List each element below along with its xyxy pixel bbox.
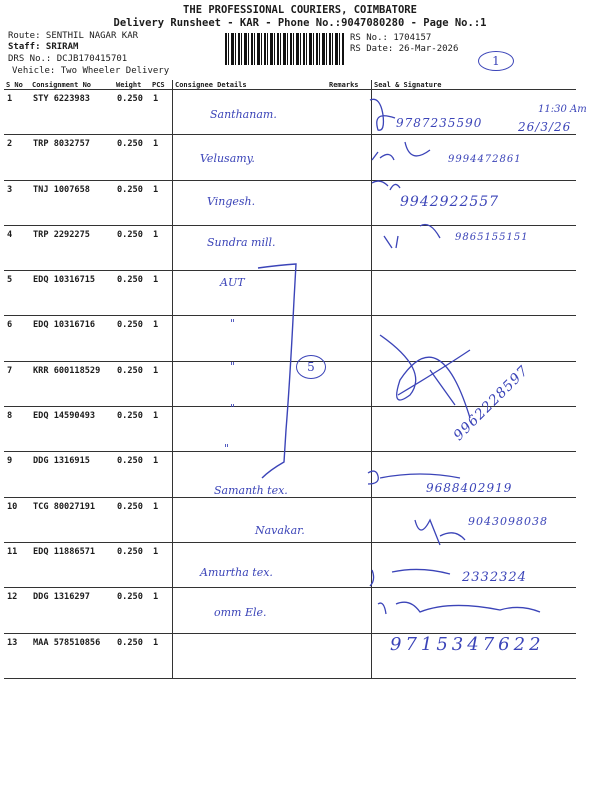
cell-consignment: MAA 578510856 [30,633,114,678]
col-sno: S No [4,80,30,90]
cell-sno: 4 [4,225,30,270]
cell-sno: 3 [4,180,30,225]
cell-pcs: 1 [150,316,173,361]
cell-consignment: KRR 600118529 [30,361,114,406]
cell-sno: 2 [4,135,30,180]
cell-weight: 0.250 [114,225,150,270]
signature-number: 9994472861 [448,154,522,165]
signature-number: 9942922557 [400,194,500,210]
signature-date: 26/3/26 [518,120,572,134]
rs-number: RS No.: 1704157 [350,33,432,43]
handwritten-name: Amurtha tex. [200,566,273,579]
cell-pcs: 1 [150,361,173,406]
cell-weight: 0.250 [114,497,150,542]
handwritten-name: Velusamy. [200,152,255,165]
cell-consignment: TCG 80027191 [30,497,114,542]
cell-sno: 7 [4,361,30,406]
cell-weight: 0.250 [114,135,150,180]
cell-sno: 13 [4,633,30,678]
handwritten-name: Samanth tex. [214,484,288,497]
count-circle: 5 [296,355,326,379]
signature-number: 9715347622 [390,634,545,655]
page-circle: 1 [478,51,514,71]
cell-weight: 0.250 [114,588,150,633]
vehicle-label: Vehicle: Two Wheeler Delivery [12,66,170,76]
cell-consignment: TRP 8032757 [30,135,114,180]
cell-pcs: 1 [150,135,173,180]
cell-consignment: EDQ 10316715 [30,271,114,316]
handwritten-name: Vingesh. [207,195,256,208]
cell-consignment: DDG 1316915 [30,452,114,497]
cell-pcs: 1 [150,497,173,542]
handwritten-name: AUT [220,276,245,289]
cell-weight: 0.250 [114,633,150,678]
cell-weight: 0.250 [114,271,150,316]
cell-weight: 0.250 [114,452,150,497]
cell-weight: 0.250 [114,361,150,406]
handwritten-name: " [224,442,230,455]
handwritten-name: " [230,317,236,330]
route-label: Route: SENTHIL NAGAR KAR [8,31,139,41]
runsheet-title: Delivery Runsheet - KAR - Phone No.:9047080280 - Page No.:1 [113,17,487,29]
cell-pcs: 1 [150,542,173,587]
cell-pcs: 1 [150,407,173,452]
handwritten-name: omm Ele. [214,606,267,619]
handwritten-name: " [230,360,236,373]
cell-pcs: 1 [150,225,173,270]
cell-weight: 0.250 [114,180,150,225]
signature-number: 9688402919 [426,481,513,495]
signature-number: 2332324 [462,570,527,585]
cell-sno: 8 [4,407,30,452]
cell-weight: 0.250 [114,90,150,135]
col-pcs: PCS [150,80,173,90]
cell-sno: 11 [4,542,30,587]
col-consignment: Consignment No [30,80,114,90]
cell-consignment: TRP 2292275 [30,225,114,270]
signature-number: 9787235590 [396,116,483,130]
cell-consignment: STY 6223983 [30,90,114,135]
cell-pcs: 1 [150,633,173,678]
rs-date: RS Date: 26-Mar-2026 [350,44,459,54]
cell-sno: 9 [4,452,30,497]
col-weight: Weight [114,80,150,90]
col-signature: Seal & Signature [372,80,577,90]
cell-pcs: 1 [150,180,173,225]
cell-pcs: 1 [150,90,173,135]
company-title: THE PROFESSIONAL COURIERS, COIMBATORE [183,4,417,16]
handwritten-name: Navakar. [255,524,305,537]
handwritten-name: Santhanam. [210,108,277,121]
signature-number: 9043098038 [468,515,548,528]
cell-pcs: 1 [150,588,173,633]
cell-weight: 0.250 [114,316,150,361]
cell-consignment: EDQ 10316716 [30,316,114,361]
cell-sno: 5 [4,271,30,316]
cell-consignment: DDG 1316297 [30,588,114,633]
signature-number: 9962228597 [450,362,533,444]
handwritten-name: " [230,402,236,415]
col-remarks: Remarks [327,80,372,90]
handwritten-name: Sundra mill. [207,236,276,249]
cell-sno: 10 [4,497,30,542]
cell-sno: 6 [4,316,30,361]
cell-weight: 0.250 [114,407,150,452]
cell-consignment: TNJ 1007658 [30,180,114,225]
signature-number: 9865155151 [455,232,529,243]
cell-pcs: 1 [150,452,173,497]
cell-consignment: EDQ 14590493 [30,407,114,452]
cell-pcs: 1 [150,271,173,316]
cell-sno: 12 [4,588,30,633]
cell-consignment: EDQ 11886571 [30,542,114,587]
cell-sno: 1 [4,90,30,135]
drs-number: DRS No.: DCJB170415701 [8,54,128,64]
staff-label: Staff: SRIRAM [8,42,79,52]
time-note: 11:30 Am [538,104,587,115]
col-consignee: Consignee Details [173,80,328,90]
cell-weight: 0.250 [114,542,150,587]
